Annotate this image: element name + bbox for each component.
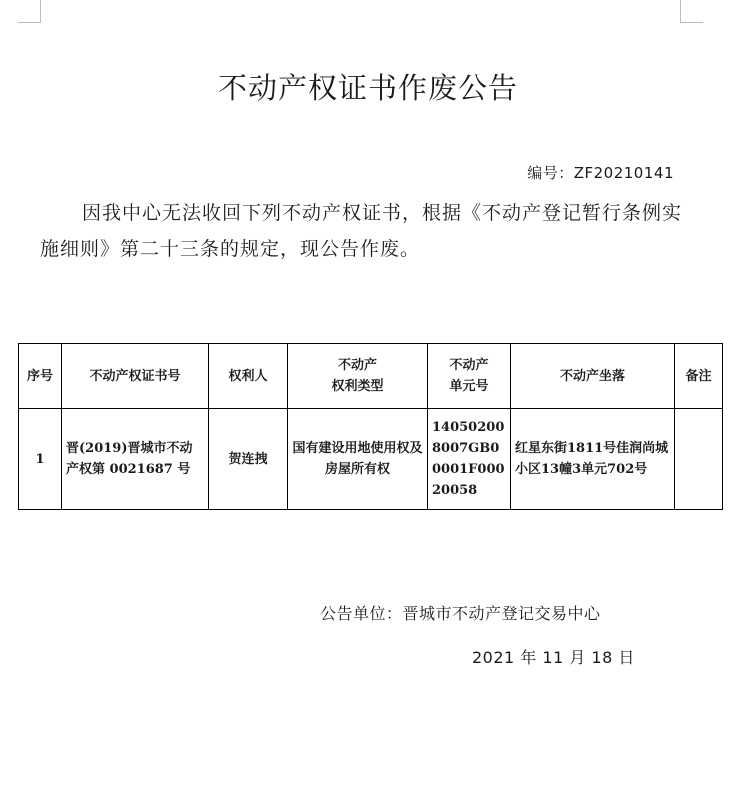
crop-mark-top-left — [18, 0, 41, 23]
header-seq-text: 序号 — [26, 368, 53, 384]
header-unit-no-line2: 单元号 — [449, 379, 489, 394]
certificate-table — [18, 343, 723, 510]
header-right-type-line2: 权利类型 — [331, 379, 384, 394]
issue-date: 2021 年 11 月 18 日 — [472, 648, 635, 667]
cell-owner: 贺连拽 — [209, 409, 288, 510]
header-unit-no-line1: 不动产 — [449, 358, 489, 373]
header-remark: 备注 — [675, 344, 723, 409]
document-number: 编号：ZF20210141 — [527, 164, 674, 182]
crop-mark-top-right — [680, 0, 703, 23]
header-cert-no: 不动产权证书号 — [62, 344, 209, 409]
table-header-row — [19, 344, 723, 409]
header-right-type — [288, 344, 428, 409]
cell-location: 红星东街1811号佳润尚城小区13幢3单元702号 — [511, 409, 675, 510]
table-row — [19, 409, 723, 510]
cell-seq: 1 — [19, 409, 62, 510]
cell-cert-no: 晋(2019)晋城市不动产权第 0021687 号 — [62, 409, 209, 510]
cell-unit-no: 140502008007GB00001F00020058 — [428, 409, 511, 510]
header-seq — [19, 344, 62, 409]
header-location: 不动产坐落 — [511, 344, 675, 409]
announcement-body: 因我中心无法收回下列不动产权证书，根据《不动产登记暂行条例实施细则》第二十三条的规定，现公告作废。 — [40, 202, 683, 260]
cell-remark — [675, 409, 723, 510]
header-right-type-line1: 不动产 — [337, 358, 377, 373]
header-unit-no — [428, 344, 511, 409]
header-owner: 权利人 — [209, 344, 288, 409]
page-title: 不动产权证书作废公告 — [217, 71, 518, 105]
cell-right-type: 国有建设用地使用权及房屋所有权 — [288, 409, 428, 510]
issuing-unit: 公告单位：晋城市不动产登记交易中心 — [320, 604, 601, 623]
